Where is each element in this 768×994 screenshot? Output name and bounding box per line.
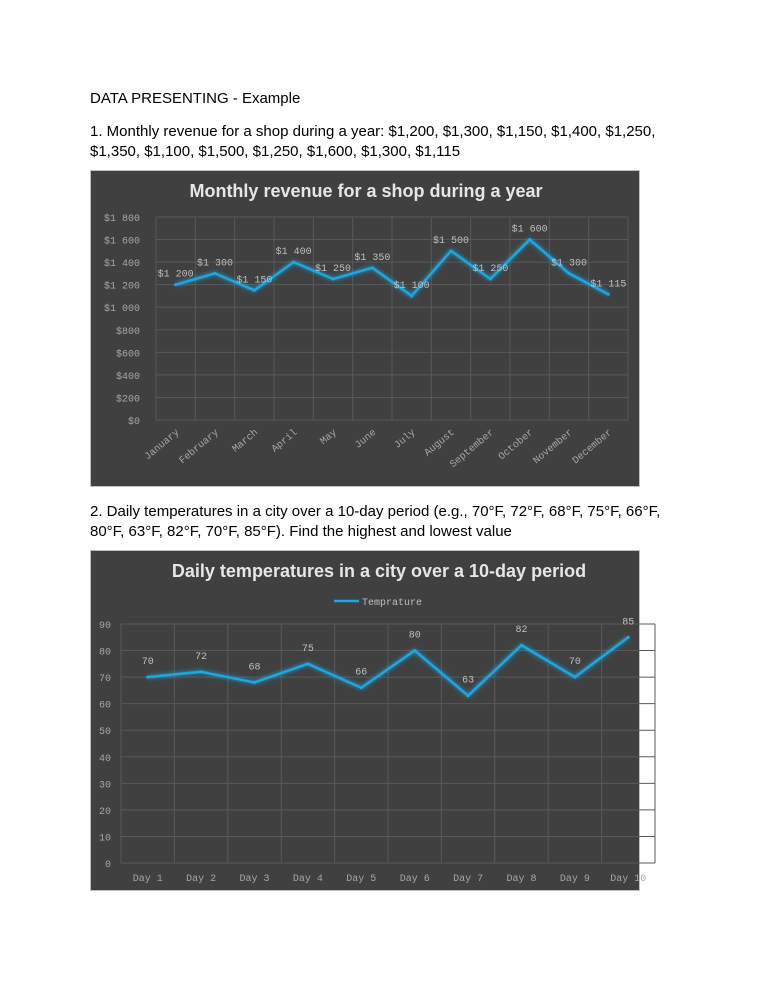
x-tick-label: February [177,427,222,467]
y-tick-label: $1 400 [103,259,140,271]
data-point [607,293,610,296]
x-tick-label: May [318,427,340,448]
data-label: 80 [408,630,421,642]
x-tick-label: November [531,427,576,467]
y-tick-label: $1 200 [103,281,140,293]
data-point [568,272,571,275]
x-tick-label: Day 10 [610,874,647,885]
x-tick-label: Day 2 [186,874,217,885]
y-tick-label: $800 [115,326,140,338]
data-label: 82 [515,625,528,637]
y-tick-label: 70 [98,674,111,686]
data-point [489,278,492,281]
data-point [627,636,630,639]
x-tick-label: Day 5 [346,874,377,885]
y-tick-label: 10 [98,833,111,845]
data-label: $1 350 [354,252,391,264]
x-tick-label: April [270,427,301,456]
data-point [573,676,576,679]
y-tick-label: 80 [98,647,111,659]
y-tick-label: 90 [98,621,111,632]
data-point [200,670,203,673]
data-point [306,662,309,665]
x-tick-label: Day 1 [132,874,163,885]
data-label: $1 200 [157,269,194,281]
y-tick-label: 50 [98,727,111,739]
data-label: $1 500 [432,235,470,247]
x-tick-label: June [353,427,379,452]
data-point [146,676,149,679]
data-label: $1 150 [236,275,273,287]
data-label: 85 [622,617,635,629]
data-label: $1 250 [314,264,352,276]
revenue-chart-svg [91,171,641,488]
x-tick-label: July [392,427,419,452]
y-tick-label: 20 [98,806,111,818]
y-tick-label: $1 800 [103,214,140,225]
data-point [214,272,217,275]
data-label: $1 600 [511,224,548,236]
data-point [413,649,416,652]
question-2-text: 2. Daily temperatures in a city over a 10-day period (e.g., 70°F, 72°F, 68°F, 75°F, 66°F, 80°F, 63°F, 82°F, 70°F, 85°F). Find the highest and lowest value [90,503,661,540]
data-point [332,278,335,281]
x-tick-label: September [448,427,497,471]
x-tick-label: Day 3 [239,874,270,885]
data-label: $1 400 [275,247,312,259]
data-point [253,681,256,684]
x-tick-label: Day 7 [453,874,484,885]
y-tick-label: $600 [115,349,140,361]
document-heading: DATA PRESENTING - Example [90,90,301,107]
x-tick-label: December [571,427,615,467]
data-label: $1 100 [393,280,430,292]
question-1-text: 1. Monthly revenue for a shop during a year: $1,200, $1,300, $1,150, $1,400, $1,250, $1,350, $1,100, $1,500, $1,250, $1,600, $1,300, $1,115 [90,123,656,160]
y-tick-label: 40 [98,753,111,765]
data-point [292,261,295,264]
data-label: 72 [195,651,208,663]
data-point [371,266,374,269]
x-tick-label: March [230,427,261,456]
data-label: 66 [355,667,368,679]
data-point [528,238,531,241]
data-label: $1 300 [196,258,234,270]
data-point [467,694,470,697]
data-label: 63 [462,675,475,687]
data-point [174,283,177,286]
revenue-chart-title: Monthly revenue for a shop during a year [189,181,543,201]
x-tick-label: Day 8 [506,874,537,885]
temperature-chart-svg [91,551,647,892]
data-point [520,644,523,647]
x-tick-label: January [142,427,183,464]
legend-entry-temprature: Temprature [362,598,423,609]
data-label: 70 [568,657,581,669]
data-label: 70 [141,657,154,669]
data-point [253,289,256,292]
data-label: $1 250 [472,264,509,276]
data-label: $1 115 [590,279,627,291]
x-tick-label: Day 4 [292,874,323,885]
temperature-chart [90,550,647,891]
data-point [410,294,413,297]
y-tick-label: $200 [115,394,140,406]
y-tick-label: $0 [127,417,140,428]
y-tick-label: 0 [104,860,111,871]
data-label: 75 [301,643,314,655]
y-tick-label: $1 000 [103,304,140,316]
x-tick-label: Day 9 [559,874,590,885]
y-tick-label: $400 [115,371,140,383]
x-tick-label: Day 6 [399,874,430,885]
x-tick-label: October [496,427,537,464]
temperature-chart-title: Daily temperatures in a city over a 10-day period [171,561,587,581]
data-label: 68 [248,662,261,674]
y-tick-label: 30 [98,780,111,792]
y-tick-label: $1 600 [103,236,140,248]
revenue-chart [90,170,640,487]
data-point [360,686,363,689]
data-label: $1 300 [550,258,588,270]
x-tick-label: August [422,427,458,460]
y-tick-label: 60 [98,700,111,712]
data-point [450,249,453,252]
